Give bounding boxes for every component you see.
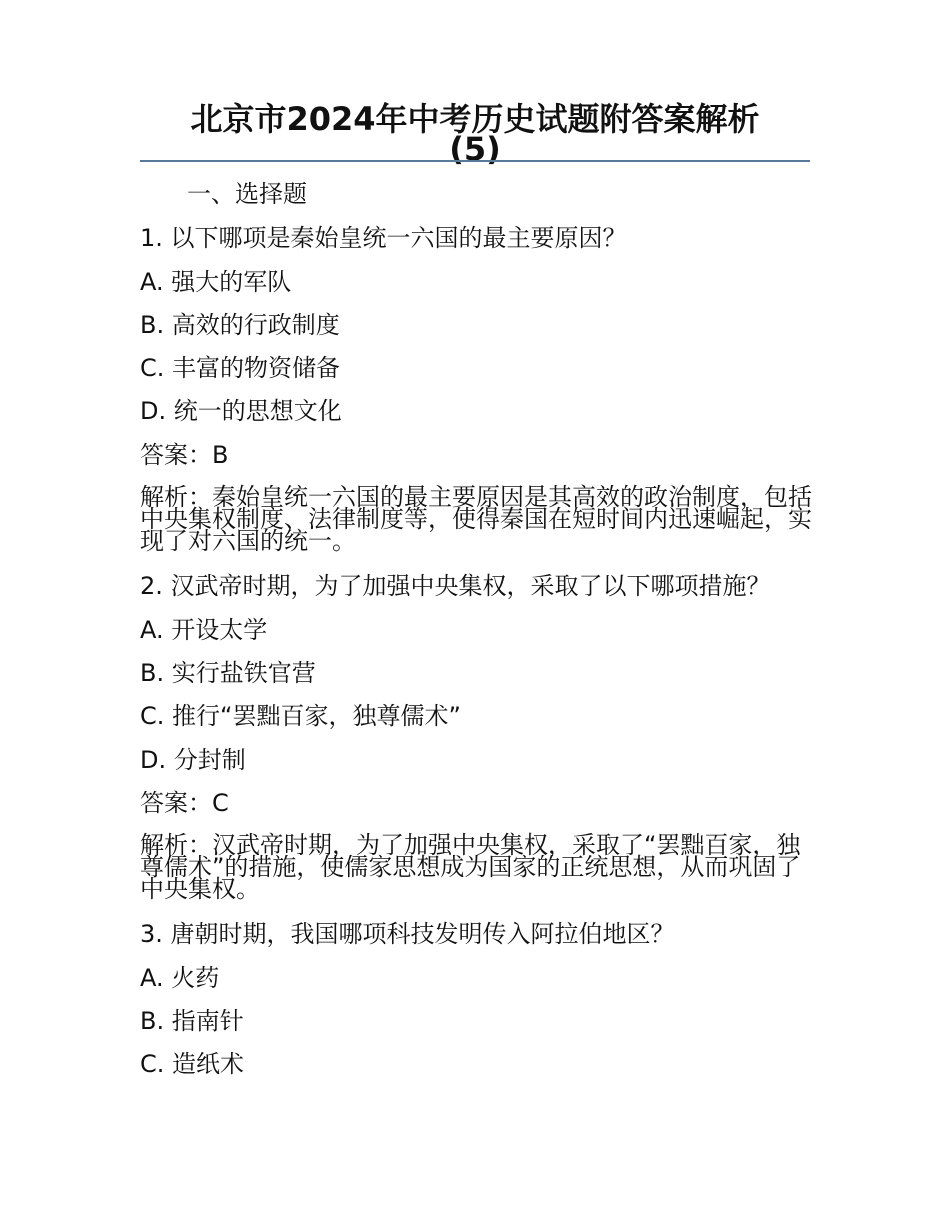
question-2-analysis: 解析：汉武帝时期，为了加强中央集权，采取了“罢黜百家，独尊儒术”的措施，使儒家思想成为国家的正统思想，从而巩固了中央集权。	[140, 831, 801, 903]
question-3-text: 3. 唐朝时期，我国哪项科技发明传入阿拉伯地区？	[140, 920, 675, 948]
question-1-answer: 答案：B	[140, 441, 229, 469]
question-2-option-a: A. 开设太学	[140, 616, 268, 644]
question-1-analysis: 解析：秦始皇统一六国的最主要原因是其高效的政治制度，包括中央集权制度、法律制度等，使得秦国在短时间内迅速崛起，实现了对六国的统一。	[140, 483, 812, 555]
question-2-text: 2. 汉武帝时期，为了加强中央集权，采取了以下哪项措施？	[140, 572, 771, 600]
page-title	[140, 100, 810, 168]
question-3-option-b: B. 指南针	[140, 1007, 244, 1035]
question-2-option-b: B. 实行盐铁官营	[140, 659, 316, 687]
title-line-1: 北京市2024年中考历史试题附答案解析	[190, 100, 760, 138]
question-3-option-c: C. 造纸术	[140, 1050, 245, 1078]
section-heading: 一、选择题	[187, 180, 307, 208]
question-1-text: 1. 以下哪项是秦始皇统一六国的最主要原因？	[140, 224, 627, 252]
question-1-option-d: D. 统一的思想文化	[140, 397, 342, 425]
question-2-option-c: C. 推行“罢黜百家，独尊儒术”	[140, 702, 461, 730]
question-3-option-a: A. 火药	[140, 964, 220, 992]
question-2-option-d: D. 分封制	[140, 746, 246, 774]
question-1-option-a: A. 强大的军队	[140, 268, 292, 296]
title-divider	[140, 160, 810, 162]
question-1-option-b: B. 高效的行政制度	[140, 311, 340, 339]
question-2-answer: 答案：C	[140, 789, 229, 817]
title-line-2: (5)	[449, 130, 501, 168]
question-1-option-c: C. 丰富的物资储备	[140, 354, 341, 382]
